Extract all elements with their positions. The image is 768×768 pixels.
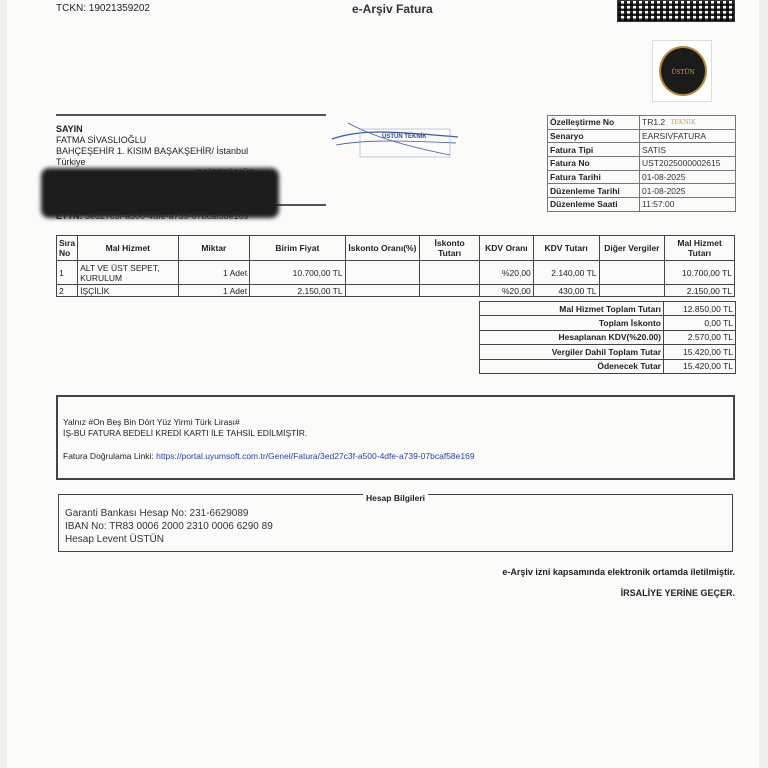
col-header: İskonto Oranı(%) (345, 236, 420, 261)
invoice-sheet (7, 0, 759, 768)
meta-value: 01-08-2025 (640, 184, 736, 198)
buyer-label: SAYIN (56, 124, 83, 134)
meta-row (548, 198, 736, 212)
totals-value: 15.420,00 TL (664, 359, 736, 373)
totals-row (480, 302, 736, 316)
totals-value: 0,00 TL (664, 316, 736, 330)
document-title: e-Arşiv Fatura (352, 2, 433, 16)
totals-table (479, 301, 736, 374)
table-cell: 2.150,00 TL (250, 285, 345, 297)
table-cell: 2.150,00 TL (665, 285, 735, 297)
ettn-value: 3ed27c3f-a500-4dfe-a739-07bcaf58e169 (85, 211, 249, 221)
meta-row (548, 143, 736, 157)
meta-key: Fatura Tipi (548, 143, 640, 157)
spacer (63, 439, 728, 451)
totals-row (480, 359, 736, 373)
meta-row (548, 184, 736, 198)
meta-key: Fatura No (548, 157, 640, 171)
company-stamp (330, 115, 460, 161)
buyer-name: FATMA SİVASLIOĞLU (56, 135, 147, 145)
seller-tckn: TCKN: 19021359202 (56, 3, 150, 14)
ettn-line (56, 211, 249, 221)
table-cell: İŞÇİLİK (78, 285, 178, 297)
totals-value: 15.420,00 TL (664, 345, 736, 359)
totals-key: Ödenecek Tutar (480, 359, 664, 373)
col-header: KDV Oranı (480, 236, 534, 261)
totals-key: Mal Hizmet Toplam Tutarı (480, 302, 664, 316)
stamp-text: ÜSTÜN TEKNİK (382, 134, 427, 140)
buyer-address: BAHÇEŞEHİR 1. KISIM BAŞAKŞEHİR/ İstanbul (56, 146, 249, 156)
meta-row (548, 116, 736, 130)
meta-key: Düzenleme Tarihi (548, 184, 640, 198)
footer-note: e-Arşiv izni kapsamında elektronik ortamda iletilmiştir. (502, 567, 735, 577)
meta-key: Fatura Tarihi (548, 170, 640, 184)
meta-value: 01-08-2025 (640, 170, 736, 184)
totals-value: 2.570,00 TL (664, 330, 736, 344)
meta-value: UST2025000002615 (640, 157, 736, 171)
table-cell: 1 Adet (178, 261, 250, 285)
amount-in-words: Yalnız #On Beş Bin Dört Yüz Yirmi Türk Lirası# (63, 417, 240, 427)
notes-box (56, 395, 735, 480)
buyer-country: Türkiye (56, 157, 86, 167)
line-items-table (56, 235, 735, 297)
col-header: Mal Hizmet Tutarı (665, 236, 735, 261)
col-header: Birim Fiyat (250, 236, 345, 261)
table-cell (599, 285, 665, 297)
totals-key: Vergiler Dahil Toplam Tutar (480, 345, 664, 359)
bank-title-wrap (59, 488, 732, 506)
meta-value: TR1.2 (640, 116, 736, 130)
table-cell: 1 (57, 261, 78, 285)
bank-iban: IBAN No: TR83 0006 2000 2310 0006 6290 89 (65, 521, 273, 532)
col-header: KDV Tutarı (533, 236, 599, 261)
meta-value: 11:57:00 (640, 198, 736, 212)
table-cell: ALT VE ÜST SEPET, KURULUM (78, 261, 178, 285)
footer-waybill-note: İRSALİYE YERİNE GEÇER. (620, 588, 735, 598)
meta-value: SATIS (640, 143, 736, 157)
col-header: Mal Hizmet (78, 236, 178, 261)
divider-top (56, 114, 326, 116)
table-cell (599, 261, 665, 285)
meta-row (548, 157, 736, 171)
col-header: Miktar (178, 236, 250, 261)
bank-title: Hesap Bilgileri (363, 493, 428, 503)
qr-code-icon (617, 0, 735, 22)
table-row (57, 261, 735, 285)
meta-value: EARSIVFATURA (640, 129, 736, 143)
verify-label: Fatura Doğrulama Linki: (63, 451, 154, 461)
ettn-label: ETTN: (56, 211, 83, 221)
totals-key: Toplam İskonto (480, 316, 664, 330)
table-row (57, 285, 735, 297)
table-cell: 2 (57, 285, 78, 297)
table-cell: %20,00 (480, 261, 534, 285)
col-header: Diğer Vergiler (599, 236, 665, 261)
table-cell: %20,00 (480, 285, 534, 297)
logo-mark: ÜSTÜN TEKNİK (659, 46, 707, 96)
totals-key: Hesaplanan KDV(%20.00) (480, 330, 664, 344)
meta-row (548, 170, 736, 184)
bank-body (65, 507, 273, 546)
bank-account: Garanti Bankası Hesap No: 231-6629089 (65, 508, 249, 519)
meta-key: Senaryo (548, 129, 640, 143)
verify-line (63, 451, 728, 462)
table-cell: 430,00 TL (533, 285, 599, 297)
table-cell (420, 285, 480, 297)
col-header: İskonto Tutarı (420, 236, 480, 261)
company-logo (652, 40, 712, 126)
totals-row (480, 316, 736, 330)
bank-info-box (58, 494, 733, 552)
table-cell (345, 261, 420, 285)
table-cell: 10.700,00 TL (250, 261, 345, 285)
verify-link[interactable]: https://portal.uyumsoft.com.tr/Genel/Fatura/3ed27c3f-a500-4dfe-a739-07bcaf58e169 (156, 451, 475, 461)
meta-key: Özelleştirme No (548, 116, 640, 130)
table-header-row (57, 236, 735, 261)
totals-row (480, 330, 736, 344)
table-cell (420, 261, 480, 285)
totals-value: 12.850,00 TL (664, 302, 736, 316)
totals-row (480, 345, 736, 359)
table-cell (345, 285, 420, 297)
payment-note: İŞ-BU FATURA BEDELİ KREDİ KARTI İLE TAHSİL EDİLMİŞTİR. (63, 428, 308, 438)
bank-holder: Hesap Levent ÜSTÜN (65, 534, 164, 545)
invoice-meta-table (547, 115, 736, 212)
col-header: Sıra No (57, 236, 78, 261)
meta-key: Düzenleme Saati (548, 198, 640, 212)
table-cell: 2.140,00 TL (533, 261, 599, 285)
table-cell: 10.700,00 TL (665, 261, 735, 285)
table-cell: 1 Adet (178, 285, 250, 297)
meta-row (548, 129, 736, 143)
